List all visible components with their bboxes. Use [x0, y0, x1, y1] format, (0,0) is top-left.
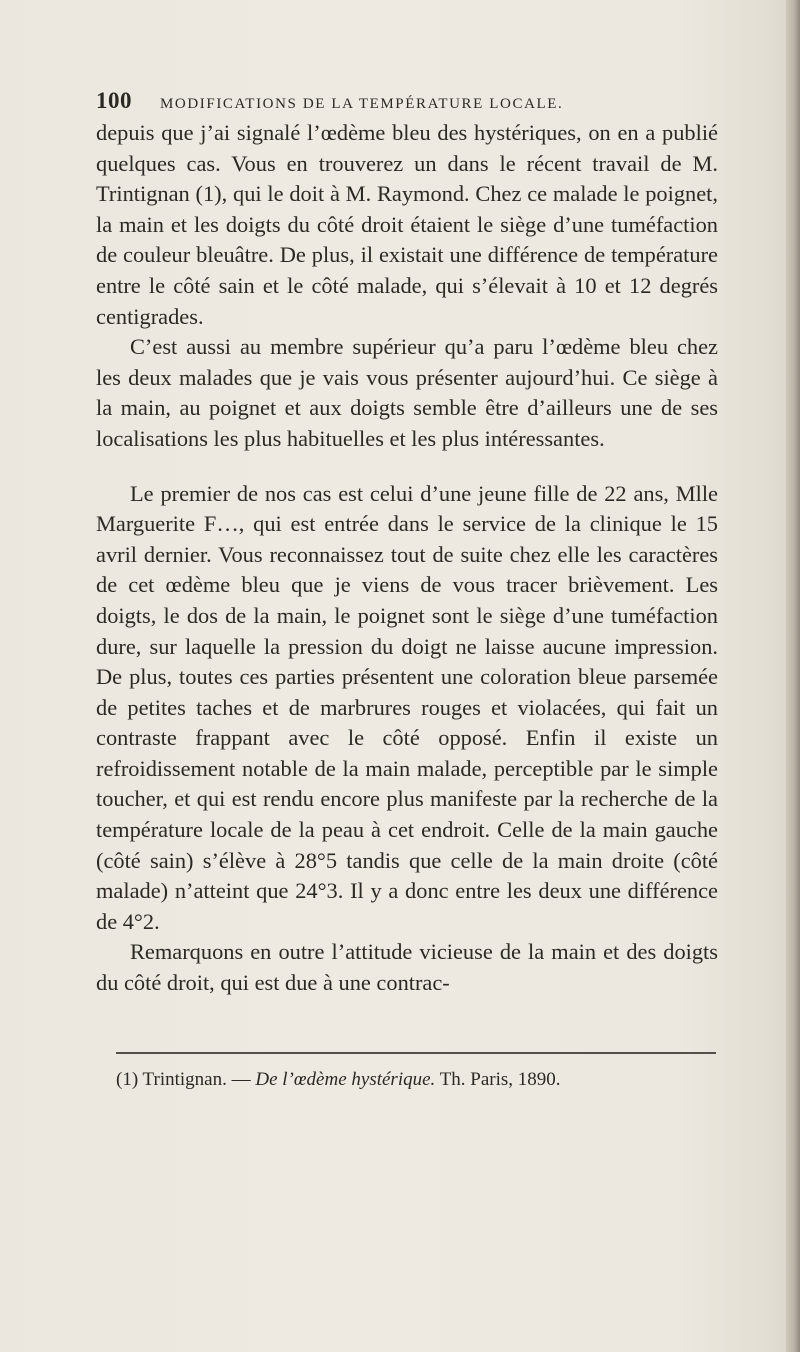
footnote-title: De l’œdème hystérique. — [255, 1069, 436, 1090]
running-head: MODIFICATIONS DE LA TEMPÉRATURE LOCALE. — [160, 96, 564, 112]
page-edge-shadow — [786, 0, 800, 1352]
page-header — [96, 88, 716, 116]
footnote-marker: (1) Trintignan. — — [116, 1069, 256, 1090]
paragraph-4: Remarquons en outre l’attitude vicieuse de la main et des doigts du côté droit, qui est due à une contrac- — [96, 939, 718, 996]
paragraph-2: C’est aussi au membre supérieur qu’a paru l’œdème bleu chez les deux malades que je vais vous présenter aujourd’hui. Ce siège à la main, au poignet et aux doigts semble être d’ailleurs une de ses localisations les plus habituelles et les plus intéressantes. — [96, 334, 718, 451]
page-number: 100 — [96, 88, 132, 113]
paragraph-3: Le premier de nos cas est celui d’une jeune fille de 22 ans, Mlle Marguerite F…, qui est entrée dans le service de la clinique le 15 avril dernier. Vous reconnaissez tout de suite chez elle les caractères de cet œdème bleu que je viens de vous tracer brièvement. Les doigts, le dos de la main, le poignet sont le siège d’une tuméfaction dure, sur laquelle la pression du doigt ne laisse aucune impression. De plus, toutes ces parties présentent une coloration bleue parsemée de petites taches et de marbrures rouges et violacées, qui fait un contraste frappant avec le côté opposé. Enfin il existe un refroidissement notable de la main malade, perceptible par le simple toucher, et qui est rendu encore plus manifeste par la recherche de la température locale de la peau à cet endroit. Celle de la main gauche (côté sain) s’élève à 28°5 tandis que celle de la main droite (côté malade) n’atteint que 24°3. Il y a donc entre les deux une différence de 4°2. — [96, 480, 718, 934]
footnote — [116, 1068, 736, 1092]
paragraph-1: depuis que j’ai signalé l’œdème bleu des hystériques, on en a publié quelques cas. Vous en trouverez un dans le récent travail de M. Trintignan (1), qui le doit à M. Raymond. Chez ce malade le poignet, la main et les doigts du côté droit étaient le siège d’une tuméfaction de couleur bleuâtre. De plus, il existait une différence de température entre le côté sain et le côté malade, qui s’élevait à 10 et 12 degrés centigrades. — [96, 120, 718, 329]
footnote-rule — [116, 1052, 716, 1054]
footnote-rest: Th. Paris, 1890. — [435, 1069, 561, 1090]
body-text — [96, 118, 718, 999]
